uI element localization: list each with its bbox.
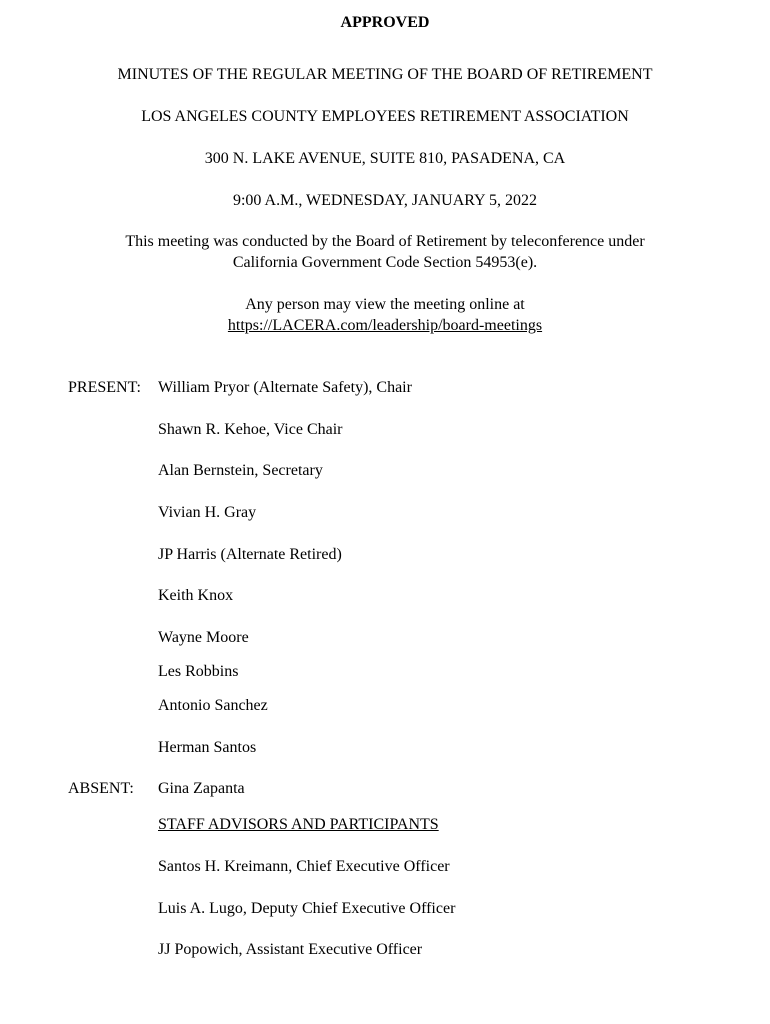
absent-member: Gina Zapanta [158,780,245,797]
view-online-text: Any person may view the meeting online at [245,296,525,313]
staff-heading: STAFF ADVISORS AND PARTICIPANTS [158,816,439,833]
present-member: William Pryor (Alternate Safety), Chair [158,379,412,396]
present-member: Antonio Sanchez [158,697,268,714]
staff-member: Santos H. Kreimann, Chief Executive Officer [158,858,450,875]
present-member: Les Robbins [158,663,239,680]
notice-line-2: California Government Code Section 54953(e). [232,254,538,271]
present-member: Shawn R. Kehoe, Vice Chair [158,421,343,438]
minutes-title: MINUTES OF THE REGULAR MEETING OF THE BOARD OF RETIREMENT [117,66,653,83]
staff-member: Luis A. Lugo, Deputy Chief Executive Officer [158,900,456,917]
organization-name: LOS ANGELES COUNTY EMPLOYEES RETIREMENT ASSOCIATION [141,108,629,125]
absent-label: ABSENT: [68,780,134,797]
present-member: JP Harris (Alternate Retired) [158,546,342,563]
present-member: Keith Knox [158,587,234,604]
approved-stamp: APPROVED [340,14,430,31]
meeting-address: 300 N. LAKE AVENUE, SUITE 810, PASADENA, CA [204,150,566,167]
present-label: PRESENT: [68,379,141,396]
present-member: Alan Bernstein, Secretary [158,462,323,479]
present-member: Wayne Moore [158,629,249,646]
staff-member: JJ Popowich, Assistant Executive Officer [158,941,423,958]
present-member: Herman Santos [158,739,257,756]
board-meetings-link[interactable]: https://LACERA.com/leadership/board-meetings [227,317,543,334]
present-member: Vivian H. Gray [158,504,257,521]
notice-line-1: This meeting was conducted by the Board of Retirement by teleconference under [125,233,645,250]
meeting-datetime: 9:00 A.M., WEDNESDAY, JANUARY 5, 2022 [232,192,538,209]
